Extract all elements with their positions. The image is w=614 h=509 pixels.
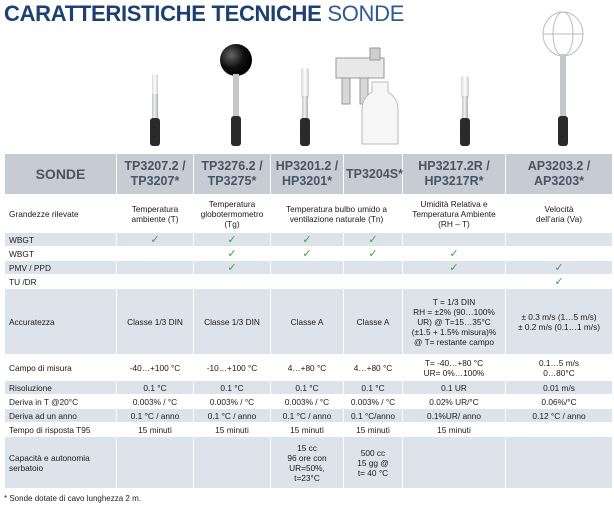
row-label: WBGT xyxy=(5,233,117,247)
row-deriva-20 xyxy=(5,395,613,409)
row-tempo xyxy=(5,423,613,437)
cell xyxy=(403,247,506,261)
cell: T = 1/3 DIN RH = ±2% (90…100% UR) @ T=15…35°C (±1.5 + 1.5% misura)% @ T= restante campo xyxy=(403,289,506,355)
col-header-tp3207: TP3207.2 / TP3207* xyxy=(117,154,194,195)
cell: 0.003% / °C xyxy=(344,395,403,409)
cell xyxy=(117,275,194,289)
check-icon: ✓ xyxy=(227,233,237,246)
cell xyxy=(344,247,403,261)
col-header-sonde: SONDE xyxy=(5,154,117,195)
row-grandezze xyxy=(5,195,613,233)
cell: 500 cc 15 gg @ t= 40 °C xyxy=(344,437,403,489)
cell xyxy=(271,233,344,247)
row-deriva-anno xyxy=(5,409,613,423)
check-icon: ✓ xyxy=(227,247,237,260)
reservoir-image-tp3204s xyxy=(330,0,400,150)
check-icon: ✓ xyxy=(302,233,312,246)
cell: Temperatura globotermometro (Tg) xyxy=(194,195,271,233)
row-pmv-ppd xyxy=(5,261,613,275)
check-icon: ✓ xyxy=(554,261,564,274)
probe-image-hp3201 xyxy=(290,0,320,150)
row-accuratezza xyxy=(5,289,613,355)
cell: 0.1 °C / anno xyxy=(117,409,194,423)
cell: 0.1 °C xyxy=(194,381,271,395)
cell: 0.06%/°C xyxy=(506,395,613,409)
cell xyxy=(271,275,344,289)
row-tu-dr xyxy=(5,275,613,289)
cell: Velocità dell’aria (Va) xyxy=(506,195,613,233)
cell xyxy=(117,233,194,247)
cell: Classe 1/3 DIN xyxy=(117,289,194,355)
cell xyxy=(506,233,613,247)
check-icon: ✓ xyxy=(150,233,160,246)
cell xyxy=(194,247,271,261)
cell: 0.1 °C xyxy=(117,381,194,395)
cell: 0.01 m/s xyxy=(506,381,613,395)
check-icon: ✓ xyxy=(227,261,237,274)
page-title-bold: CARATTERISTICHE TECNICHE xyxy=(4,1,322,26)
cell: 0.1%UR/ anno xyxy=(403,409,506,423)
cell: -40…+100 °C xyxy=(117,355,194,381)
spec-table xyxy=(4,153,613,489)
cell xyxy=(194,437,271,489)
cell xyxy=(117,261,194,275)
cell: ± 0.3 m/s (1…5 m/s) ± 0.2 m/s (0.1…1 m/s) xyxy=(506,289,613,355)
cell: -10…+100 °C xyxy=(194,355,271,381)
cell: 15 cc 96 ore con UR=50%, t=23°C xyxy=(271,437,344,489)
row-label: Tempo di risposta T95 xyxy=(5,423,117,437)
col-header-tp3276: TP3276.2 / TP3275* xyxy=(194,154,271,195)
col-header-hp3217: HP3217.2R / HP3217R* xyxy=(403,154,506,195)
row-label: Deriva in T @20°C xyxy=(5,395,117,409)
check-icon: ✓ xyxy=(449,247,459,260)
cell xyxy=(344,233,403,247)
row-label: WBGT xyxy=(5,247,117,261)
cell: 4…+80 °C xyxy=(271,355,344,381)
cell: 15 minuti xyxy=(117,423,194,437)
row-label: Accuratezza xyxy=(5,289,117,355)
cell xyxy=(194,261,271,275)
cell xyxy=(194,275,271,289)
cell: 0.1 °C xyxy=(271,381,344,395)
cell xyxy=(117,437,194,489)
check-icon: ✓ xyxy=(449,261,459,274)
probe-image-hp3217 xyxy=(450,0,480,150)
cell: 0.1 °C / anno xyxy=(194,409,271,423)
cell: 0.1 °C / anno xyxy=(271,409,344,423)
cell xyxy=(403,275,506,289)
cell: 15 minuti xyxy=(194,423,271,437)
header-row xyxy=(5,154,613,195)
cell: 15 minuti xyxy=(403,423,506,437)
cell: 0.12 °C / anno xyxy=(506,409,613,423)
row-label: Deriva ad un anno xyxy=(5,409,117,423)
cell: 4…+80 °C xyxy=(344,355,403,381)
row-campo xyxy=(5,355,613,381)
probe-image-tp3276 xyxy=(216,0,256,150)
cell: Umidità Relativa e Temperatura Ambiente (RH – T) xyxy=(403,195,506,233)
cell: 15 minuti xyxy=(344,423,403,437)
cell xyxy=(344,275,403,289)
cell: 0.1…5 m/s 0…80°C xyxy=(506,355,613,381)
cell: 0.02% UR/°C xyxy=(403,395,506,409)
row-wbgt-2 xyxy=(5,247,613,261)
cell: Temperatura bulbo umido a ventilazione naturale (Tn) xyxy=(271,195,403,233)
cell xyxy=(194,233,271,247)
cell: 0.003% / °C xyxy=(117,395,194,409)
cell: Classe A xyxy=(271,289,344,355)
cell xyxy=(506,261,613,275)
page-title-light: SONDE xyxy=(327,1,405,26)
footnote: * Sonde dotate di cavo lunghezza 2 m. xyxy=(4,494,141,503)
row-risoluzione xyxy=(5,381,613,395)
cell: 0.1 °C xyxy=(344,381,403,395)
cell: Classe A xyxy=(344,289,403,355)
check-icon: ✓ xyxy=(368,233,378,246)
row-capacita xyxy=(5,437,613,489)
cell: 0.003% / °C xyxy=(271,395,344,409)
cell: 0.003% / °C xyxy=(194,395,271,409)
check-icon: ✓ xyxy=(368,247,378,260)
cell xyxy=(506,437,613,489)
cell xyxy=(506,423,613,437)
cell: 15 minuti xyxy=(271,423,344,437)
row-label: PMV / PPD xyxy=(5,261,117,275)
probe-image-ap3203 xyxy=(540,0,586,150)
row-label: Capacità e autonomia serbatoio xyxy=(5,437,117,489)
row-label: TU /DR xyxy=(5,275,117,289)
check-icon: ✓ xyxy=(554,275,564,288)
row-label: Grandezze rilevate xyxy=(5,195,117,233)
row-label: Campo di misura xyxy=(5,355,117,381)
cell: Temperatura ambiente (T) xyxy=(117,195,194,233)
cell xyxy=(403,261,506,275)
cell xyxy=(403,233,506,247)
cell xyxy=(117,247,194,261)
cell xyxy=(344,261,403,275)
cell xyxy=(506,247,613,261)
cell: T= -40…+80 °C UR= 0%…100% xyxy=(403,355,506,381)
cell: 0.1 UR xyxy=(403,381,506,395)
probe-image-tp3207 xyxy=(140,0,170,150)
col-header-ap3203: AP3203.2 / AP3203* xyxy=(506,154,613,195)
cell: 0.1 °C/anno xyxy=(344,409,403,423)
col-header-hp3201: HP3201.2 / HP3201* xyxy=(271,154,344,195)
cell: Classe 1/3 DIN xyxy=(194,289,271,355)
col-header-tp3204s: TP3204S* xyxy=(344,154,403,195)
row-wbgt-1 xyxy=(5,233,613,247)
cell xyxy=(271,261,344,275)
cell xyxy=(271,247,344,261)
check-icon: ✓ xyxy=(302,247,312,260)
row-label: Risoluzione xyxy=(5,381,117,395)
cell xyxy=(506,275,613,289)
cell xyxy=(403,437,506,489)
